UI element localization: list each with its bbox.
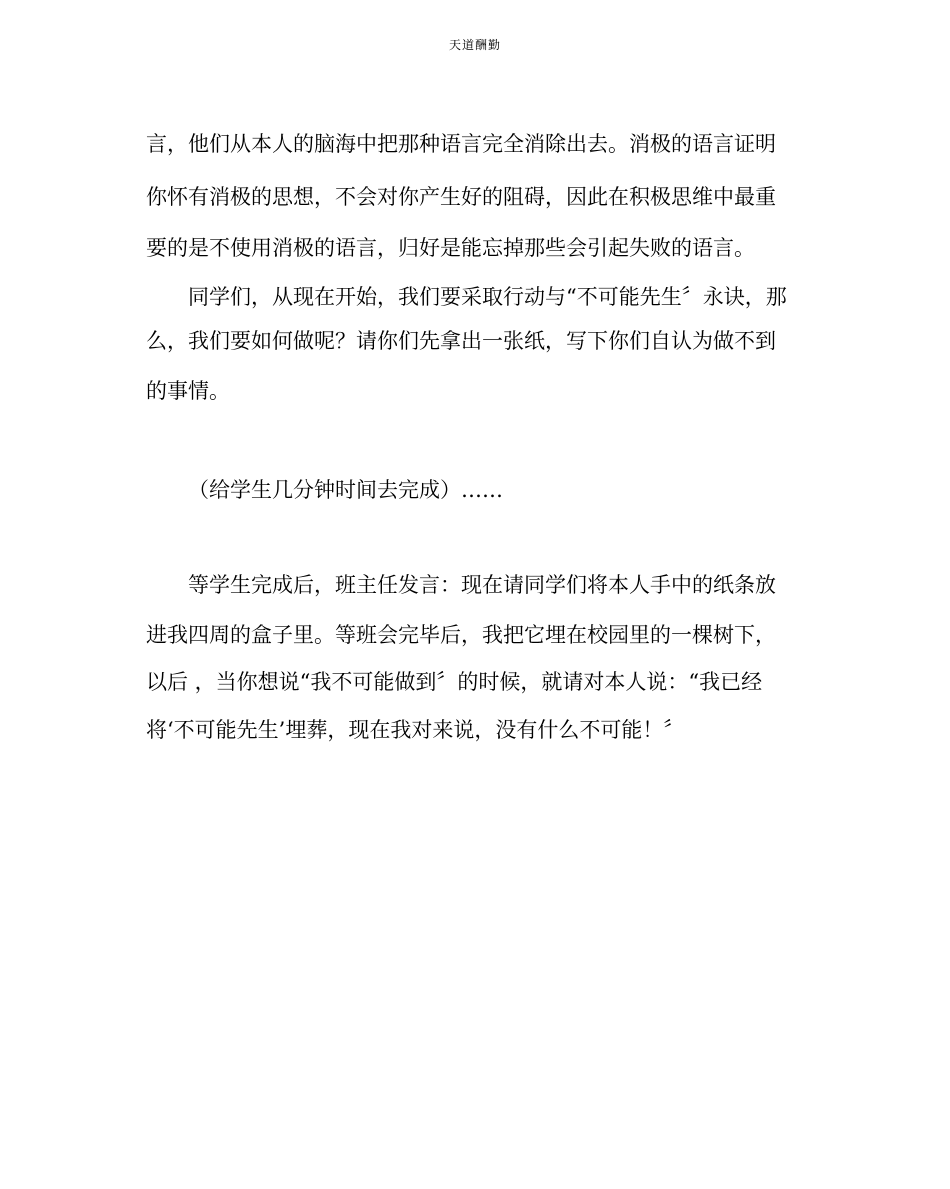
paragraph-2-line-2: 么，我们要如何做呢？请你们先拿出一张纸，写下你们自认为做不到 xyxy=(146,329,776,353)
document-body xyxy=(146,0,816,1189)
paragraph-4-line-4: 将‘不可能先生’埋葬，现在我对来说，没有什么不可能！〞 xyxy=(146,718,685,742)
paragraph-4-line-1: 等学生完成后，班主任发言：现在请同学们将本人手中的纸条放 xyxy=(188,573,776,597)
paragraph-1-line-2: 你怀有消极的思想，不会对你产生好的阻碍，因此在积极思维中最重 xyxy=(146,185,776,209)
page-header-title: 天道酬勤 xyxy=(448,38,501,52)
paragraph-1-line-3: 要的是不使用消极的语言，归好是能忘掉那些会引起失败的语言。 xyxy=(146,236,755,260)
paragraph-1-line-1: 言，他们从本人的脑海中把那种语言完全消除出去。消极的语言证明 xyxy=(146,132,776,156)
paragraph-4-line-3: 以后 ，当你想说“我不可能做到〞的时候，就请对本人说：“我已经 xyxy=(146,670,763,694)
paragraph-2-line-3: 的事情。 xyxy=(146,379,230,403)
paragraph-2-line-1: 同学们，从现在开始，我们要采取行动与“不可能先生〞永诀，那 xyxy=(188,285,787,309)
paragraph-3-line-1: （给学生几分钟时间去完成）…… xyxy=(188,478,503,502)
paragraph-4-line-2: 进我四周的盒子里。等班会完毕后，我把它埋在校园里的一棵树下， xyxy=(146,623,776,647)
